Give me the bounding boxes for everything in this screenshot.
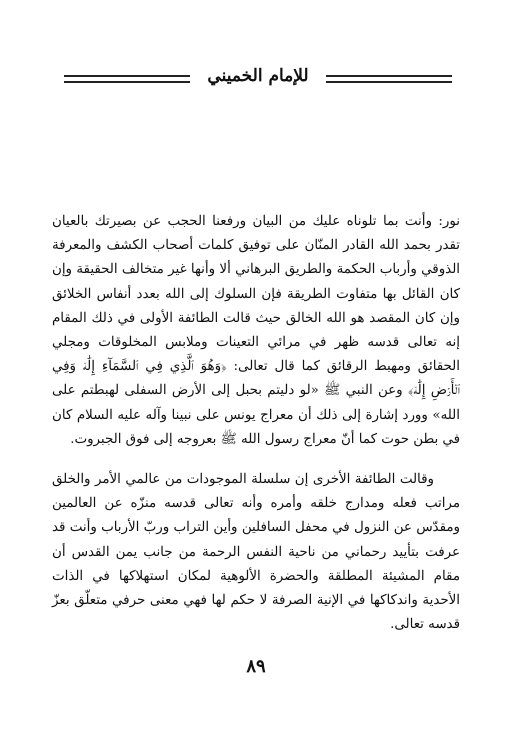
body-paragraph-2 — [52, 468, 460, 637]
running-header — [64, 66, 452, 96]
page-number: ٨٩ — [246, 656, 266, 677]
header-rule-left — [64, 75, 190, 83]
body-paragraph-1 — [52, 210, 460, 452]
header-title: للإمام الخميني — [207, 66, 309, 86]
paragraph-text: وقالت الطائفة الأخرى إن سلسلة الموجودات من عالمي الأمر والخلق مراتب فعله ومدارج خلقه وأمره وأنه تعالى قدسه منزّه عن العالمين ومقدّس عن النزول في محفل السافلين وأين التراب وربّ الأرباب وأنت قد عرفت بتأييد رحماني من ناحية النفس الرحمة من جانب يمن القدس أن مقام المشيئة المطلقة والحضرة الألوهية لمكان استهلاكها في الذات الأحدية واندكاكها في الإنية الصرفة لا حكم لها فهي معنى حرفي متعلّق بعزّ قدسه تعالى. — [52, 472, 460, 633]
paragraph-text: نور: وأنت بما تلوناه عليك من البيان ورفعنا الحجب عن بصيرتك بالعيان تقدر بحمد الله القادر المنّان على توفيق كلمات أصحاب الكشف والمعرفة الذوقي وأرباب الحكمة والطريق البرهاني ألا وأنها غير متخالف الحقيقة وإن كان القائل بها متفاوت الطريقة فإن السلوك إلى الله بعدد أنفاس الخلائق وإن كان المقصد هو الله الخالق حيث قالت الطائفة الأولى في ذلك المقام إنه تعالى قدسه ظهر في مرائي التعينات وملابس المخلوقات ومجلي الحقائق ومهبط الرقائق كما قال تعالى: ﴿وَهُوَ ٱلَّذِي فِي ٱلسَّمَآءِ إِلَٰهٞ وَفِي ٱلۡأَرۡضِ إِلَٰهٞ﴾ وعن النبي ﷺ «لو دليتم بحبل إلى الأرض السفلى لهبطتم على الله» وورد إشارة إلى ذلك أن معراج يونس على نبينا وآله عليه السلام كان في بطن حوت كما أنّ معراج رسول الله ﷺ بعروجه إلى فوق الجبروت. — [52, 214, 460, 447]
header-rule-right — [326, 75, 452, 83]
